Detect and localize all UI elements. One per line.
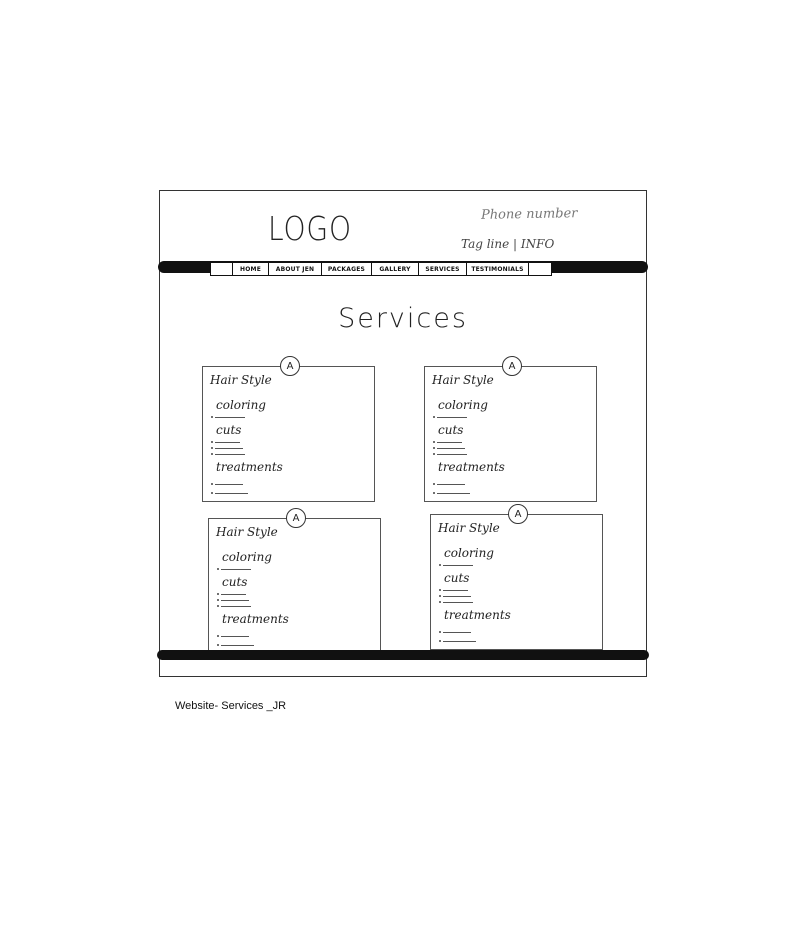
category-cuts: cuts (438, 423, 464, 437)
card-heading: Hair Style (216, 525, 278, 539)
category-treatments: treatments (216, 460, 283, 474)
nav-spacer-right (529, 263, 551, 275)
category-cuts: cuts (444, 571, 470, 585)
list-line (437, 442, 462, 443)
list-line (221, 600, 249, 601)
service-card[interactable] (202, 360, 375, 502)
category-treatments: treatments (438, 460, 505, 474)
category-cuts: cuts (222, 575, 248, 589)
list-line (437, 448, 465, 449)
list-line (437, 417, 467, 418)
wireframe-caption: Website- Services _JR (175, 700, 287, 712)
logo[interactable]: LOGO (268, 209, 352, 248)
nav-item-testimonials[interactable]: TESTIMONIALS (467, 263, 529, 275)
list-line (221, 594, 246, 595)
list-line (215, 417, 245, 418)
page-title: Services (338, 303, 468, 334)
phone-number: Phone number (480, 206, 578, 223)
tagline-info: Tag line | INFO (461, 237, 555, 251)
main-nav (210, 262, 552, 276)
list-line (443, 590, 468, 591)
list-line (215, 493, 248, 494)
category-coloring: coloring (438, 398, 488, 412)
nav-item-services[interactable]: SERVICES (419, 263, 467, 275)
list-line (215, 454, 245, 455)
list-line (215, 442, 240, 443)
pin-icon: A (508, 504, 528, 524)
category-treatments: treatments (444, 608, 511, 622)
list-line (437, 493, 470, 494)
list-line (221, 569, 251, 570)
category-cuts: cuts (216, 423, 242, 437)
service-card[interactable] (430, 508, 603, 650)
footer-band (157, 650, 649, 660)
list-line (443, 632, 471, 633)
list-line (443, 641, 476, 642)
category-coloring: coloring (216, 398, 266, 412)
nav-item-packages[interactable]: PACKAGES (322, 263, 372, 275)
service-card[interactable] (208, 512, 381, 654)
list-line (221, 606, 251, 607)
list-line (443, 602, 473, 603)
list-line (437, 484, 465, 485)
nav-item-about-jen[interactable]: ABOUT JEN (269, 263, 322, 275)
list-line (443, 565, 473, 566)
category-treatments: treatments (222, 612, 289, 626)
list-line (443, 596, 471, 597)
list-line (221, 636, 249, 637)
card-heading: Hair Style (438, 521, 500, 535)
card-heading: Hair Style (432, 373, 494, 387)
service-card[interactable] (424, 360, 597, 502)
category-coloring: coloring (444, 546, 494, 560)
pin-icon: A (502, 356, 522, 376)
pin-icon: A (286, 508, 306, 528)
wireframe-page (159, 190, 647, 677)
list-line (437, 454, 467, 455)
category-coloring: coloring (222, 550, 272, 564)
nav-spacer-left (211, 263, 233, 275)
nav-item-gallery[interactable]: GALLERY (372, 263, 419, 275)
nav-item-home[interactable]: HOME (233, 263, 269, 275)
pin-icon: A (280, 356, 300, 376)
card-heading: Hair Style (210, 373, 272, 387)
list-line (215, 484, 243, 485)
list-line (215, 448, 243, 449)
list-line (221, 645, 254, 646)
